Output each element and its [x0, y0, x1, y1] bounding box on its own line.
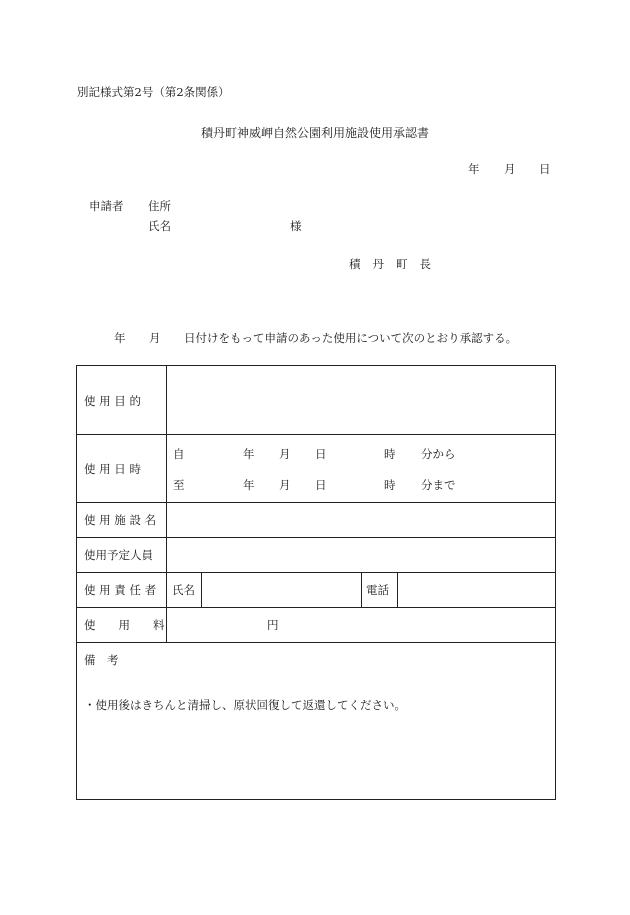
responsible-name-field[interactable] [202, 573, 360, 606]
statement-month: 月 [149, 331, 161, 345]
facility-label: 使 用 施 設 名 [84, 513, 157, 527]
phone-label: 電話 [366, 583, 389, 597]
fee-label: 使 用 料 [84, 618, 165, 632]
people-field[interactable] [167, 538, 555, 571]
facility-field[interactable] [167, 503, 555, 536]
period-from-day: 日 [315, 447, 327, 461]
issuer-char: 町 [396, 257, 408, 271]
address-label: 住所 [148, 199, 171, 213]
purpose-field[interactable] [167, 367, 555, 433]
statement-year: 年 [114, 331, 126, 345]
document-title: 積丹町神威岬自然公園利用施設使用承認書 [200, 126, 429, 140]
period-to-month: 月 [279, 478, 291, 492]
remarks-note: ・使用後はきちんと清掃し、原状回復して返還してください。 [84, 698, 406, 712]
people-label: 使用予定人員 [84, 548, 153, 562]
period-to-prefix: 至 [173, 478, 185, 492]
period-from-minute: 分から [421, 447, 456, 461]
issue-date-month: 月 [504, 162, 516, 176]
remarks-label: 備 考 [84, 653, 119, 667]
responsible-name-label: 氏名 [172, 583, 195, 597]
issuer [349, 256, 443, 272]
responsible-label: 使 用 責 任 者 [84, 583, 157, 597]
approval-table [76, 365, 556, 800]
period-to-hour: 時 [384, 478, 396, 492]
period-from-year: 年 [243, 447, 255, 461]
applicant-label: 申請者 [89, 199, 124, 213]
period-label: 使 用 日 時 [84, 462, 141, 476]
name-label: 氏名 [148, 219, 171, 233]
issuer-char: 積 [349, 257, 361, 271]
row-divider [77, 642, 555, 643]
period-to-day: 日 [315, 478, 327, 492]
issue-date-day: 日 [539, 162, 551, 176]
period-from-hour: 時 [384, 447, 396, 461]
cell-divider [361, 572, 362, 607]
row-divider [77, 607, 555, 608]
period-to-minute: 分まで [421, 478, 456, 492]
fee-unit: 円 [267, 618, 279, 632]
issuer-char: 丹 [372, 257, 384, 271]
phone-field[interactable] [398, 573, 555, 606]
period-from-month: 月 [279, 447, 291, 461]
period-to-year: 年 [243, 478, 255, 492]
statement-text: 日付けをもって申請のあった使用について次のとおり承認する。 [184, 331, 518, 345]
purpose-label: 使 用 目 的 [84, 394, 141, 408]
issue-date-year: 年 [468, 162, 480, 176]
form-number: 別記様式第2号（第2条関係） [77, 85, 230, 99]
period-from-prefix: 自 [173, 447, 185, 461]
honorific: 様 [290, 219, 302, 233]
issuer-char: 長 [419, 257, 431, 271]
row-divider [77, 434, 555, 435]
